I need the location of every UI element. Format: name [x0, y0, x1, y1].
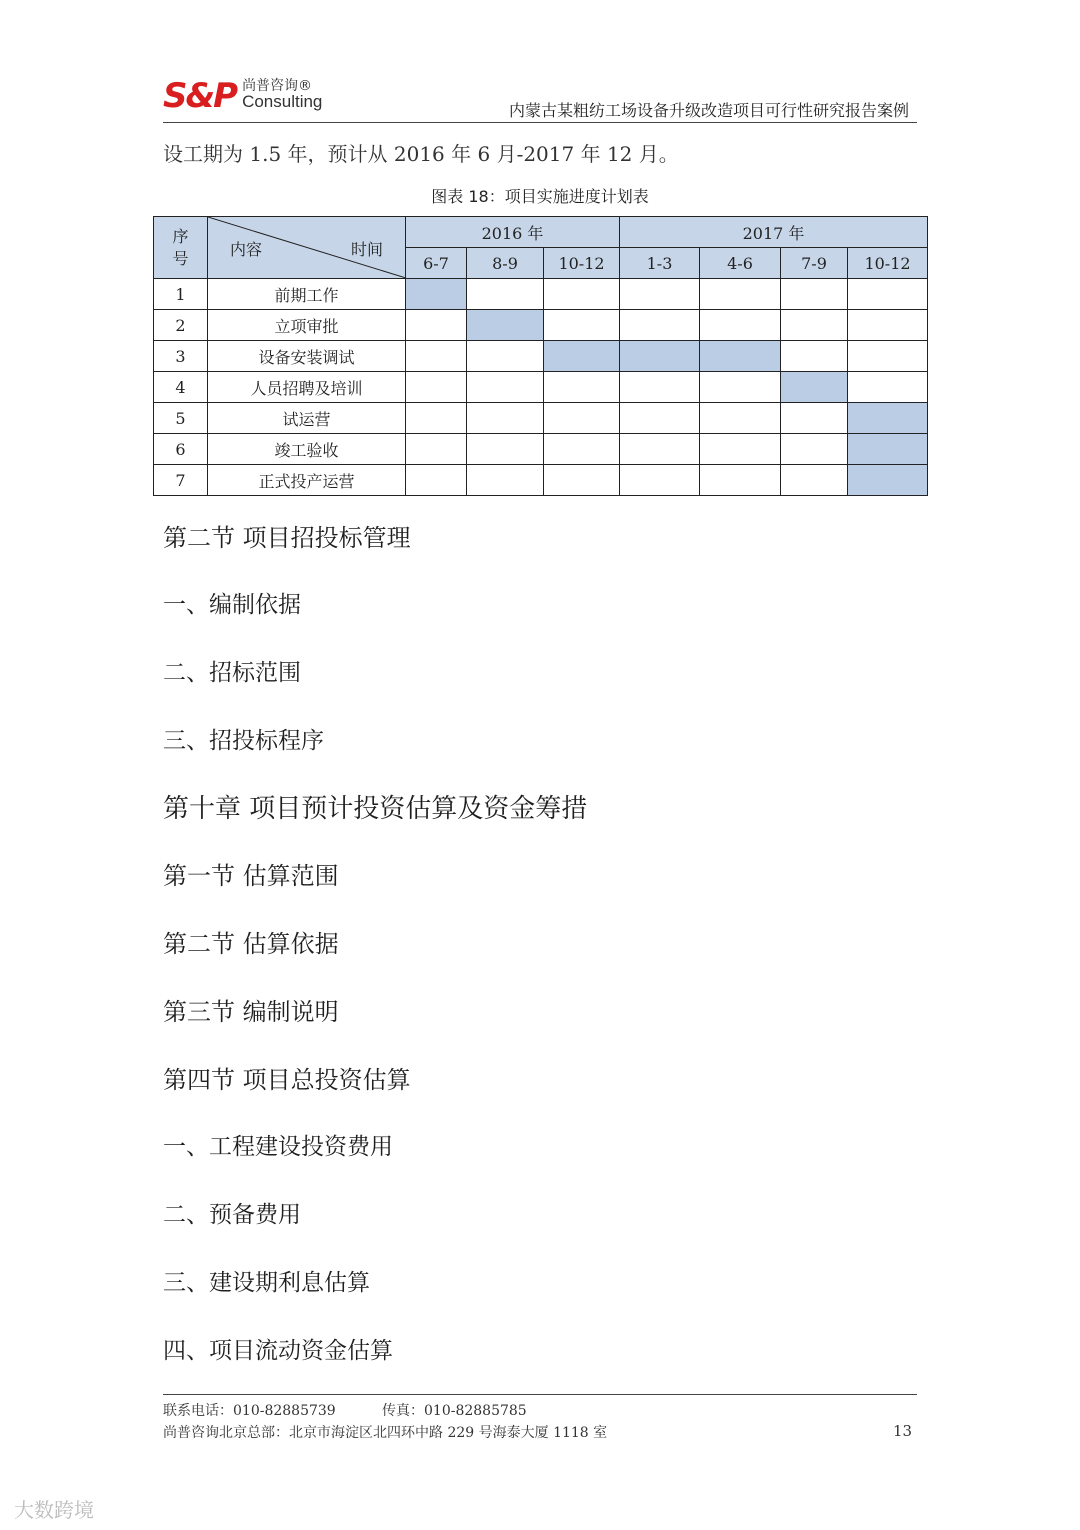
- schedule-empty-cell: [700, 279, 781, 310]
- table-caption: 图表 18：项目实施进度计划表: [431, 187, 649, 206]
- task-rows: [154, 279, 928, 496]
- period-header: 8-9: [467, 248, 544, 279]
- table-row: [154, 465, 928, 496]
- schedule-bar-cell: [544, 341, 620, 372]
- schedule-empty-cell: [781, 403, 848, 434]
- task-name: 前期工作: [208, 279, 406, 310]
- schedule-empty-cell: [781, 465, 848, 496]
- period-header: 10-12: [544, 248, 620, 279]
- schedule-bar-cell: [848, 465, 928, 496]
- task-name: 设备安装调试: [208, 341, 406, 372]
- schedule-empty-cell: [848, 279, 928, 310]
- section-heading: 第二节 项目招投标管理: [163, 524, 411, 552]
- task-name: 正式投产运营: [208, 465, 406, 496]
- schedule-empty-cell: [406, 310, 467, 341]
- schedule-empty-cell: [406, 465, 467, 496]
- schedule-bar-cell: [848, 434, 928, 465]
- schedule-empty-cell: [406, 341, 467, 372]
- content-time-header: [208, 217, 406, 279]
- schedule-empty-cell: [781, 434, 848, 465]
- section-heading: 第一节 估算范围: [163, 862, 339, 890]
- schedule-bar-cell: [700, 341, 781, 372]
- schedule-empty-cell: [700, 403, 781, 434]
- schedule-empty-cell: [848, 341, 928, 372]
- logo-mark: S&P: [163, 76, 237, 116]
- schedule-empty-cell: [467, 341, 544, 372]
- logo-english-name: Consulting: [242, 92, 323, 111]
- page-number: 13: [893, 1422, 913, 1440]
- table-row: [154, 341, 928, 372]
- task-name: 试运营: [208, 403, 406, 434]
- subsection-heading: 三、招投标程序: [163, 728, 324, 754]
- schedule-empty-cell: [544, 310, 620, 341]
- schedule-empty-cell: [848, 372, 928, 403]
- period-header: 6-7: [406, 248, 467, 279]
- subsection-heading: 二、预备费用: [163, 1202, 301, 1228]
- period-header: 10-12: [848, 248, 928, 279]
- schedule-empty-cell: [544, 465, 620, 496]
- subsection-heading: 三、建设期利息估算: [163, 1270, 370, 1296]
- section-heading: 第四节 项目总投资估算: [163, 1066, 411, 1094]
- table-row: [154, 372, 928, 403]
- section-heading: 第二节 估算依据: [163, 930, 339, 958]
- schedule-bar-cell: [620, 341, 700, 372]
- table-row: [154, 434, 928, 465]
- task-name: 竣工验收: [208, 434, 406, 465]
- schedule-empty-cell: [406, 372, 467, 403]
- schedule-empty-cell: [406, 434, 467, 465]
- schedule-empty-cell: [467, 403, 544, 434]
- logo-chinese-name: 尚普咨询®: [242, 78, 313, 94]
- schedule-empty-cell: [544, 434, 620, 465]
- schedule-bar-cell: [781, 372, 848, 403]
- year-header-2017: 2017 年: [620, 217, 928, 248]
- schedule-empty-cell: [620, 372, 700, 403]
- period-header: 1-3: [620, 248, 700, 279]
- schedule-empty-cell: [700, 434, 781, 465]
- footer-divider: [163, 1394, 917, 1395]
- row-number: 1: [154, 279, 208, 310]
- report-title: 内蒙古某粗纺工场设备升级改造项目可行性研究报告案例: [508, 101, 909, 120]
- seq-header: 序 号: [154, 217, 208, 279]
- schedule-empty-cell: [406, 403, 467, 434]
- schedule-empty-cell: [467, 434, 544, 465]
- time-header: 时间: [350, 240, 383, 259]
- schedule-table: [153, 216, 928, 496]
- schedule-empty-cell: [620, 310, 700, 341]
- footer-address: 尚普咨询北京总部：北京市海淀区北四环中路 229 号海泰大厦 1118 室: [163, 1425, 608, 1441]
- subsection-heading: 二、招标范围: [163, 660, 301, 686]
- schedule-empty-cell: [467, 279, 544, 310]
- footer-phone: 联系电话：010-82885739: [163, 1403, 336, 1419]
- table-row: [154, 310, 928, 341]
- period-header: 4-6: [700, 248, 781, 279]
- schedule-empty-cell: [620, 434, 700, 465]
- intro-text: 设工期为 1.5 年，预计从 2016 年 6 月-2017 年 12 月。: [163, 142, 679, 166]
- schedule-bar-cell: [848, 403, 928, 434]
- company-logo: [163, 78, 322, 114]
- subsection-heading: 一、工程建设投资费用: [163, 1134, 393, 1160]
- period-header: 7-9: [781, 248, 848, 279]
- watermark: 大数跨境: [14, 1498, 94, 1522]
- row-number: 5: [154, 403, 208, 434]
- row-number: 6: [154, 434, 208, 465]
- row-number: 3: [154, 341, 208, 372]
- footer-fax: 传真：010-82885785: [382, 1403, 527, 1419]
- schedule-bar-cell: [406, 279, 467, 310]
- schedule-empty-cell: [544, 403, 620, 434]
- row-number: 7: [154, 465, 208, 496]
- section-heading: 第三节 编制说明: [163, 998, 339, 1026]
- schedule-empty-cell: [620, 403, 700, 434]
- table-row: [154, 279, 928, 310]
- row-number: 4: [154, 372, 208, 403]
- schedule-empty-cell: [781, 341, 848, 372]
- table-row: [154, 403, 928, 434]
- schedule-empty-cell: [620, 279, 700, 310]
- year-header-2016: 2016 年: [406, 217, 620, 248]
- schedule-empty-cell: [467, 465, 544, 496]
- task-name: 立项审批: [208, 310, 406, 341]
- schedule-empty-cell: [700, 372, 781, 403]
- content-header: 内容: [230, 240, 263, 259]
- row-number: 2: [154, 310, 208, 341]
- task-name: 人员招聘及培训: [208, 372, 406, 403]
- schedule-empty-cell: [700, 465, 781, 496]
- chapter-heading: 第十章 项目预计投资估算及资金筹措: [163, 794, 588, 824]
- schedule-empty-cell: [700, 310, 781, 341]
- schedule-empty-cell: [544, 279, 620, 310]
- schedule-empty-cell: [467, 372, 544, 403]
- page-header: [163, 72, 917, 124]
- subsection-heading: 四、项目流动资金估算: [163, 1338, 393, 1364]
- header-divider: [163, 122, 917, 123]
- schedule-bar-cell: [467, 310, 544, 341]
- schedule-empty-cell: [781, 310, 848, 341]
- schedule-empty-cell: [848, 310, 928, 341]
- schedule-empty-cell: [781, 279, 848, 310]
- schedule-empty-cell: [620, 465, 700, 496]
- schedule-empty-cell: [544, 372, 620, 403]
- subsection-heading: 一、编制依据: [163, 592, 301, 618]
